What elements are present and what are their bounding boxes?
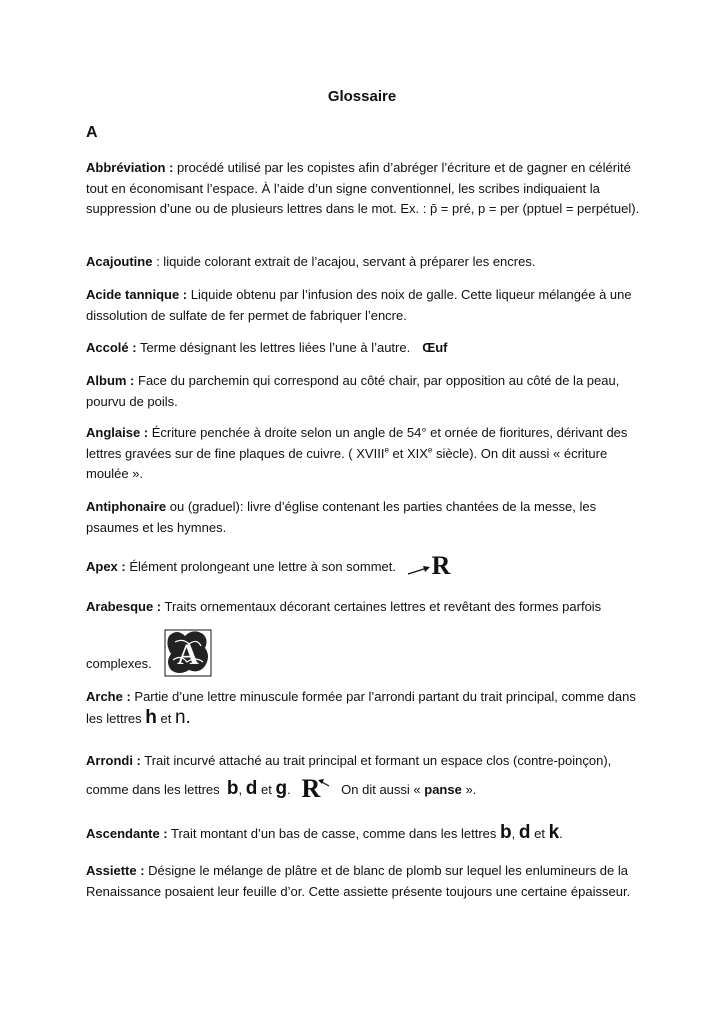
entry-text: siècle). On dit aussi « écriture moulée ».: [86, 445, 608, 481]
entry-acide-tannique: [86, 285, 642, 326]
entry-term: Accolé :: [86, 340, 137, 355]
entry-text: et: [257, 782, 276, 797]
entry-text: Partie d’une lettre minuscule formée par l’arrondi partant du trait principal, comme dans les lettres: [86, 689, 636, 726]
entry-term: Arrondi :: [86, 753, 141, 768]
entry-accole: [86, 338, 642, 359]
entry-arche: [86, 687, 642, 729]
example-letter: h: [145, 706, 157, 728]
entry-assiette: [86, 861, 642, 902]
entry-text: Traits ornementaux décorant certaines lettres et revêtant des formes parfois: [161, 599, 602, 614]
entry-abbreviation: [86, 158, 642, 220]
entry-text: et: [156, 710, 175, 726]
superscript: e: [427, 445, 433, 455]
entry-term: Ascendante :: [86, 826, 168, 841]
entry-term: Album :: [86, 373, 135, 388]
entry-text: Désigne le mélange de plâtre et de blanc de plomb sur lequel les enlumineurs de la Renaissance posaient leur feuille d’or. Cette assiette présente toujours une certaine épaisseur.: [86, 863, 631, 899]
entry-text: Écriture penchée à droite selon un angle de 54° et ornée de fioritures, dérivant des lettres gravées sur de fine plaques de cuivre. ( XVIII: [86, 425, 628, 461]
apex-example-glyph: R: [431, 551, 451, 580]
entry-text: et XIX: [388, 445, 428, 461]
pointer-arrow-icon: [318, 778, 330, 788]
entry-album: [86, 371, 642, 412]
entry-ascendante: [86, 823, 642, 845]
entry-term-inline: panse: [424, 782, 462, 797]
entry-arrondi: [86, 751, 642, 772]
example-letter: d: [518, 822, 531, 843]
entry-term: Acide tannique :: [86, 287, 188, 302]
entry-text: et: [530, 826, 549, 841]
arrow-icon: [406, 563, 432, 577]
entry-term: Arabesque :: [86, 599, 162, 614]
initial-letter: A: [177, 638, 200, 671]
entry-arabesque-end: [86, 618, 642, 685]
entry-term: Anglaise :: [86, 425, 149, 440]
entry-text: Liquide obtenu par l’infusion des noix de galle. Cette liqueur mélangée à une dissolution de sulfate de fer permet de fabriquer l’encre.: [86, 287, 632, 323]
entry-anglaise: [86, 423, 642, 485]
entry-apex: [86, 551, 642, 580]
entry-text: comme dans les lettres: [86, 782, 220, 797]
entry-acajoutine: [86, 252, 642, 273]
entry-text: ».: [461, 782, 477, 797]
entry-term: Assiette :: [86, 863, 145, 878]
entry-text: .: [559, 826, 563, 841]
entry-antiphonaire: [86, 497, 642, 538]
entry-term: Arche :: [86, 689, 131, 704]
entry-text: Élément prolongeant une lettre à son sommet.: [125, 559, 396, 574]
entry-text: ,: [511, 826, 516, 841]
entry-text: .: [287, 782, 291, 797]
page-title: Glossaire: [327, 88, 397, 105]
section-letter: A: [86, 124, 98, 141]
entry-term: Antiphonaire: [86, 499, 167, 514]
example-letter: d: [245, 778, 258, 799]
example-letter: g: [275, 778, 288, 799]
entry-text: : liquide colorant extrait de l’acajou, servant à préparer les encres.: [152, 254, 536, 269]
entry-term: Acajoutine: [86, 254, 153, 269]
entry-text: complexes.: [86, 656, 152, 671]
entry-text: ,: [238, 782, 243, 797]
entry-text: procédé utilisé par les copistes afin d’abréger l’écriture et de gagner en célérité tout en économisant l’espace. À l’aide d’un signe conventionnel, les scribes indiquaient la suppression d’une ou de plusieurs lettres dans le mot. Ex. : p̄ = pré, p = per (pptuel = perpétuel).: [86, 160, 640, 216]
arrondi-example-glyph: R: [301, 774, 321, 803]
example-letter: k: [548, 822, 560, 843]
entry-text: Trait montant d’un bas de casse, comme dans les lettres: [167, 826, 501, 841]
entry-text: Face du parchemin qui correspond au côté chair, par opposition au côté de la peau, pourvu de poils.: [86, 373, 620, 409]
entry-text: ou (graduel): livre d’église contenant les parties chantées de la messe, les psaumes et les hymnes.: [86, 499, 597, 535]
entry-text: Terme désignant les lettres liées l’une à l’autre.: [136, 340, 411, 355]
entry-arabesque: [86, 597, 642, 618]
ligature-example: Œuf: [422, 340, 448, 355]
entry-term: Apex :: [86, 559, 126, 574]
superscript: e: [384, 445, 389, 455]
example-letter: n.: [174, 706, 191, 728]
example-letter: b: [500, 822, 512, 843]
entry-arrondi-line2: [86, 774, 642, 803]
ornate-initial-icon: [163, 626, 213, 685]
entry-text: On dit aussi «: [341, 782, 425, 797]
example-letter: b: [226, 778, 239, 799]
entry-term: Abbréviation :: [86, 160, 174, 175]
entry-text: Trait incurvé attaché au trait principal et formant un espace clos (contre-poinçon),: [140, 753, 612, 768]
